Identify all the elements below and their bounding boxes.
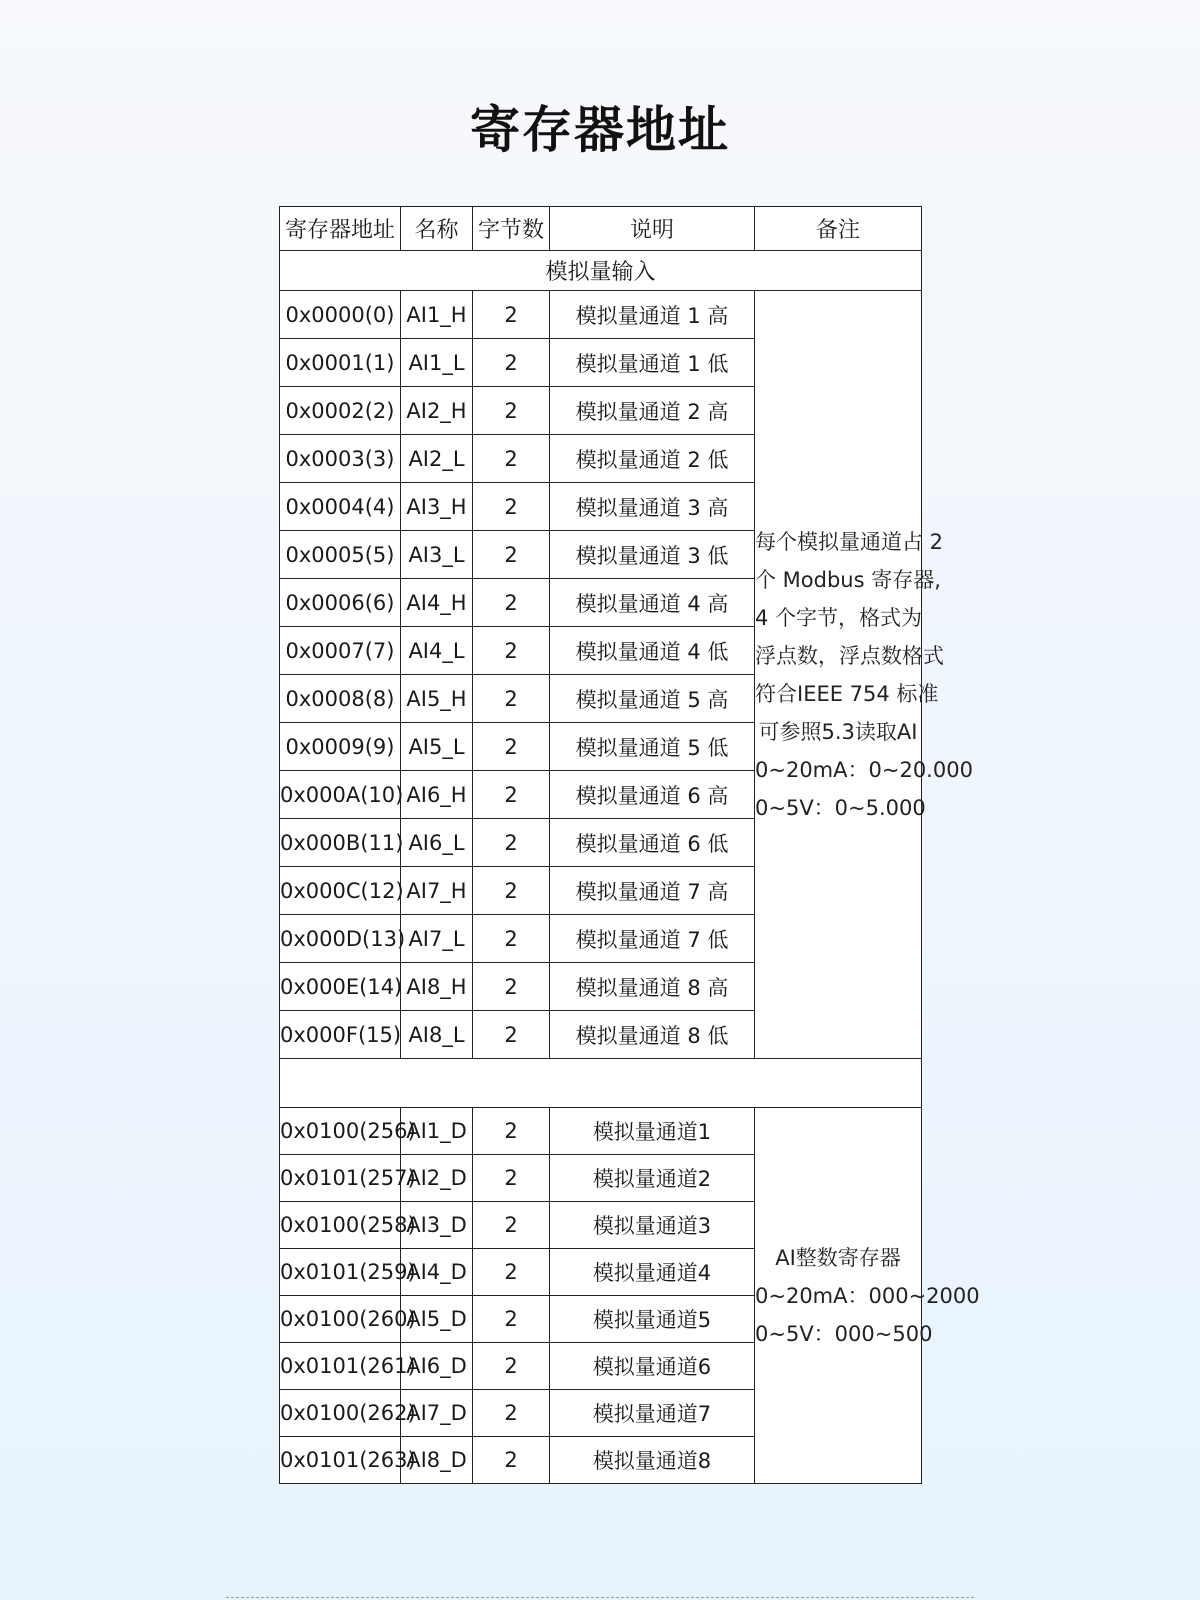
- register-address-cell: 0x0101(259): [280, 1249, 401, 1296]
- byte-count-cell: 2: [473, 1011, 550, 1059]
- description-cell: 模拟量通道 5 低: [550, 723, 755, 771]
- register-address-cell: 0x0001(1): [280, 339, 401, 387]
- register-address-cell: 0x000B(11): [280, 819, 401, 867]
- byte-count-cell: 2: [473, 579, 550, 627]
- byte-count-cell: 2: [473, 291, 550, 339]
- byte-count-cell: 2: [473, 387, 550, 435]
- description-cell: 模拟量通道 2 低: [550, 435, 755, 483]
- byte-count-cell: 2: [473, 963, 550, 1011]
- register-name-cell: AI4_L: [401, 627, 473, 675]
- remark-integer-registers: [755, 1108, 980, 1484]
- blank-separator-row: [280, 1059, 922, 1108]
- remark-line: 个 Modbus 寄存器,: [755, 567, 941, 592]
- blank-cell: [280, 1059, 922, 1108]
- register-address-cell: 0x0100(262): [280, 1390, 401, 1437]
- description-cell: 模拟量通道6: [550, 1343, 755, 1390]
- byte-count-cell: 2: [473, 1108, 550, 1155]
- byte-count-cell: 2: [473, 483, 550, 531]
- byte-count-cell: 2: [473, 1155, 550, 1202]
- description-cell: 模拟量通道2: [550, 1155, 755, 1202]
- register-name-cell: AI5_D: [401, 1296, 473, 1343]
- table-row: [280, 291, 922, 339]
- description-cell: 模拟量通道 2 高: [550, 387, 755, 435]
- description-cell: 模拟量通道 1 低: [550, 339, 755, 387]
- remark-line: 浮点数，浮点数格式: [755, 643, 944, 668]
- register-name-cell: AI3_D: [401, 1202, 473, 1249]
- byte-count-cell: 2: [473, 1437, 550, 1484]
- register-address-cell: 0x0004(4): [280, 483, 401, 531]
- header-bytes: 字节数: [473, 207, 550, 251]
- description-cell: 模拟量通道 4 高: [550, 579, 755, 627]
- remark-line: 0~5V：0~5.000: [755, 795, 926, 820]
- description-cell: 模拟量通道 8 高: [550, 963, 755, 1011]
- register-address-cell: 0x0100(260): [280, 1296, 401, 1343]
- header-description: 说明: [550, 207, 755, 251]
- register-address-cell: 0x000E(14): [280, 963, 401, 1011]
- byte-count-cell: 2: [473, 819, 550, 867]
- register-address-cell: 0x0000(0): [280, 291, 401, 339]
- register-name-cell: AI4_D: [401, 1249, 473, 1296]
- byte-count-cell: 2: [473, 1390, 550, 1437]
- byte-count-cell: 2: [473, 915, 550, 963]
- register-address-cell: 0x0002(2): [280, 387, 401, 435]
- register-address-cell: 0x000D(13): [280, 915, 401, 963]
- description-cell: 模拟量通道 3 低: [550, 531, 755, 579]
- register-name-cell: AI1_D: [401, 1108, 473, 1155]
- description-cell: 模拟量通道 8 低: [550, 1011, 755, 1059]
- byte-count-cell: 2: [473, 675, 550, 723]
- description-cell: 模拟量通道 7 低: [550, 915, 755, 963]
- byte-count-cell: 2: [473, 1343, 550, 1390]
- byte-count-cell: 2: [473, 771, 550, 819]
- remark-line: 0~20mA：000~2000: [755, 1283, 980, 1308]
- header-name: 名称: [401, 207, 473, 251]
- description-cell: 模拟量通道 1 高: [550, 291, 755, 339]
- section-row: [280, 251, 922, 291]
- remark-line: 0~20mA：0~20.000: [755, 757, 973, 782]
- register-address-cell: 0x0008(8): [280, 675, 401, 723]
- description-cell: 模拟量通道5: [550, 1296, 755, 1343]
- register-address-cell: 0x0101(261): [280, 1343, 401, 1390]
- header-address: 寄存器地址: [280, 207, 401, 251]
- register-address-cell: 0x0101(257): [280, 1155, 401, 1202]
- remark-line: 符合IEEE 754 标准: [755, 681, 939, 706]
- remark-line: 可参照5.3读取AI: [758, 719, 918, 744]
- table-row: [280, 1108, 922, 1155]
- remark-line: 4 个字节，格式为: [755, 605, 923, 630]
- register-name-cell: AI6_D: [401, 1343, 473, 1390]
- table-header-row: [280, 207, 922, 251]
- register-name-cell: AI6_H: [401, 771, 473, 819]
- register-address-cell: 0x0005(5): [280, 531, 401, 579]
- description-cell: 模拟量通道4: [550, 1249, 755, 1296]
- register-name-cell: AI1_H: [401, 291, 473, 339]
- register-name-cell: AI5_L: [401, 723, 473, 771]
- page-title: 寄存器地址: [470, 101, 730, 159]
- register-name-cell: AI4_H: [401, 579, 473, 627]
- bottom-divider: [226, 1597, 974, 1598]
- register-address-cell: 0x000F(15): [280, 1011, 401, 1059]
- register-name-cell: AI2_L: [401, 435, 473, 483]
- remark-line: 0~5V：000~500: [755, 1321, 933, 1346]
- register-address-cell: 0x0006(6): [280, 579, 401, 627]
- remark-line: AI整数寄存器: [775, 1245, 901, 1270]
- register-name-cell: AI7_D: [401, 1390, 473, 1437]
- description-cell: 模拟量通道8: [550, 1437, 755, 1484]
- description-cell: 模拟量通道1: [550, 1108, 755, 1155]
- remark-float-registers: [755, 291, 973, 1059]
- register-address-cell: 0x0101(263): [280, 1437, 401, 1484]
- description-cell: 模拟量通道 5 高: [550, 675, 755, 723]
- byte-count-cell: 2: [473, 627, 550, 675]
- description-cell: 模拟量通道 6 高: [550, 771, 755, 819]
- description-cell: 模拟量通道3: [550, 1202, 755, 1249]
- description-cell: 模拟量通道7: [550, 1390, 755, 1437]
- register-address-cell: 0x0007(7): [280, 627, 401, 675]
- byte-count-cell: 2: [473, 1249, 550, 1296]
- byte-count-cell: 2: [473, 531, 550, 579]
- register-name-cell: AI7_H: [401, 867, 473, 915]
- description-cell: 模拟量通道 6 低: [550, 819, 755, 867]
- register-name-cell: AI6_L: [401, 819, 473, 867]
- register-address-cell: 0x0003(3): [280, 435, 401, 483]
- register-address-cell: 0x000A(10): [280, 771, 401, 819]
- register-address-cell: 0x0009(9): [280, 723, 401, 771]
- register-address-cell: 0x0100(258): [280, 1202, 401, 1249]
- register-name-cell: AI3_L: [401, 531, 473, 579]
- register-address-cell: 0x0100(256): [280, 1108, 401, 1155]
- register-table: [279, 206, 980, 1484]
- register-name-cell: AI8_H: [401, 963, 473, 1011]
- register-name-cell: AI7_L: [401, 915, 473, 963]
- register-name-cell: AI5_H: [401, 675, 473, 723]
- header-remark: 备注: [755, 207, 922, 251]
- register-name-cell: AI2_H: [401, 387, 473, 435]
- register-name-cell: AI8_L: [401, 1011, 473, 1059]
- byte-count-cell: 2: [473, 1296, 550, 1343]
- register-name-cell: AI8_D: [401, 1437, 473, 1484]
- register-address-cell: 0x000C(12): [280, 867, 401, 915]
- byte-count-cell: 2: [473, 339, 550, 387]
- description-cell: 模拟量通道 4 低: [550, 627, 755, 675]
- description-cell: 模拟量通道 7 高: [550, 867, 755, 915]
- remark-line: 每个模拟量通道占 2: [755, 529, 944, 554]
- section-title: 模拟量输入: [280, 251, 922, 291]
- register-name-cell: AI1_L: [401, 339, 473, 387]
- byte-count-cell: 2: [473, 723, 550, 771]
- byte-count-cell: 2: [473, 435, 550, 483]
- byte-count-cell: 2: [473, 867, 550, 915]
- register-name-cell: AI3_H: [401, 483, 473, 531]
- description-cell: 模拟量通道 3 高: [550, 483, 755, 531]
- register-name-cell: AI2_D: [401, 1155, 473, 1202]
- byte-count-cell: 2: [473, 1202, 550, 1249]
